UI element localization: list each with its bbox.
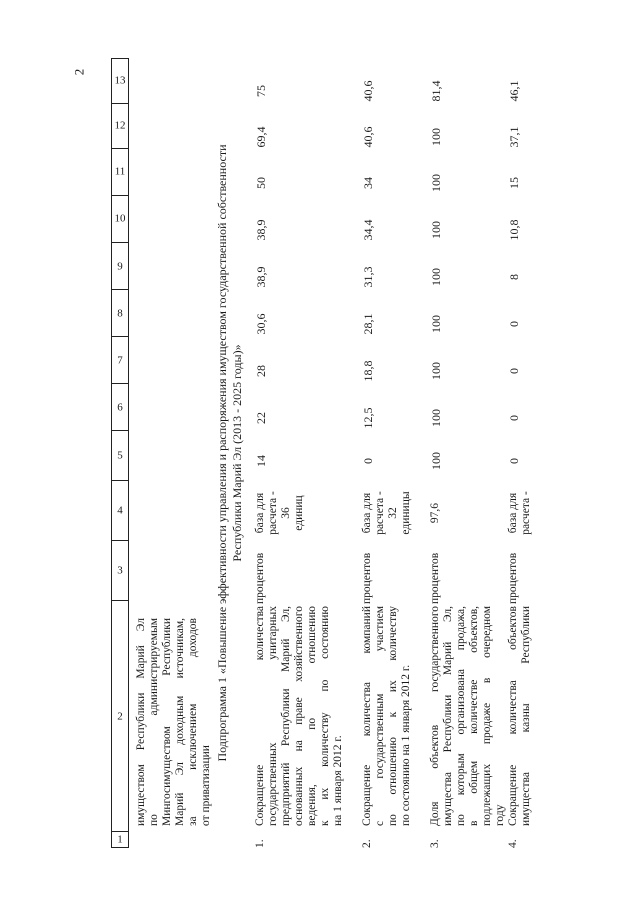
value-cell: 0	[507, 321, 521, 327]
value-cell: 0	[507, 415, 521, 421]
row-unit: процентов	[507, 552, 519, 604]
value-cell: 100	[429, 174, 443, 192]
value-cell: 46,1	[507, 80, 521, 102]
value-cell: 69,4	[254, 126, 268, 148]
value-cell: 22	[254, 412, 268, 424]
value-cell: 100	[429, 268, 443, 286]
row-number: 4.	[507, 839, 519, 848]
header-cell: 3	[112, 541, 128, 601]
subprogram-title: Подпрограмма 1 «Повышение эффективности управления и распоряжения имуществом государственной собственности Республики Марий Эл (2013 - 2025 годы)»	[215, 144, 244, 762]
value-cell: 50	[254, 177, 268, 189]
value-cell: 40,6	[361, 126, 375, 148]
value-cell: 18,8	[361, 360, 375, 382]
rotated-table	[111, 58, 531, 848]
row-number: 1.	[254, 839, 266, 848]
value-cell: 0	[507, 458, 521, 464]
header-cell: 9	[112, 243, 128, 290]
value-cell: 31,3	[361, 266, 375, 288]
row-base: 97,6	[429, 502, 441, 524]
page-number: 2	[71, 68, 87, 76]
value-cell: 28,1	[361, 313, 375, 335]
header-cell: 11	[112, 149, 128, 196]
value-cell: 38,9	[254, 266, 268, 288]
header-cell: 8	[112, 290, 128, 337]
value-cell: 15	[507, 177, 521, 189]
row-description: Сокращение количества государственных унитарных предприятий Республики Марий Эл, основанных на праве хозяйственного ведения, по отношению к их количеству по состоянию на 1 января 2012 г.	[254, 606, 344, 826]
continuation-text: имуществом Республики Марий Эл по администрируемым Мингосимуществом Республики Марий Эл доходным источникам, за исключением доходов от приватизации	[135, 618, 212, 826]
header-cell: 5	[112, 431, 128, 481]
value-cell: 100	[429, 452, 443, 470]
row-base: база для расчета - 32 единицы	[361, 491, 412, 535]
value-cell: 28	[254, 365, 268, 377]
row-number: 2.	[361, 839, 373, 848]
value-cell: 100	[429, 362, 443, 380]
value-cell: 37,1	[507, 126, 521, 148]
value-cell: 38,9	[254, 219, 268, 241]
row-base: база для расчета -	[507, 491, 532, 535]
value-cell: 34,4	[361, 219, 375, 241]
header-cell: 1	[112, 832, 128, 848]
row-description: Сокращение количества объектов имущества казны Республики	[507, 606, 532, 826]
value-cell: 0	[507, 368, 521, 374]
header-cell: 13	[112, 58, 128, 104]
row-number: 3.	[429, 839, 441, 848]
header-cell: 2	[112, 601, 128, 832]
row-unit: процентов	[254, 552, 266, 604]
row-description: Доля объектов государственного имущества Республики Марий Эл, по которым организована продажа, в общем количестве объектов, подлежащих продаже в очередном году	[429, 606, 506, 826]
row-unit: процентов	[361, 552, 373, 604]
row-unit: процентов	[429, 552, 441, 604]
value-cell: 10,8	[507, 219, 521, 241]
header-cell: 6	[112, 384, 128, 431]
row-description: Сокращение количества компаний с государственным участием по отношению к их количеству по состоянию на 1 января 2012 г.	[361, 606, 412, 826]
value-cell: 100	[429, 409, 443, 427]
value-cell: 100	[429, 315, 443, 333]
value-cell: 12,5	[361, 407, 375, 429]
value-cell: 100	[429, 128, 443, 146]
value-cell: 40,6	[361, 80, 375, 102]
header-cell: 7	[112, 337, 128, 384]
value-cell: 100	[429, 221, 443, 239]
value-cell: 30,6	[254, 313, 268, 335]
value-cell: 0	[361, 458, 375, 464]
value-cell: 81,4	[429, 80, 443, 102]
value-cell: 75	[254, 85, 268, 97]
table-header-row	[111, 58, 129, 848]
value-cell: 8	[507, 274, 521, 280]
header-cell: 12	[112, 104, 128, 149]
header-cell: 10	[112, 196, 128, 243]
header-cell: 4	[112, 481, 128, 541]
value-cell: 14	[254, 455, 268, 467]
row-base: база для расчета - 36 единиц	[254, 491, 305, 535]
value-cell: 34	[361, 177, 375, 189]
